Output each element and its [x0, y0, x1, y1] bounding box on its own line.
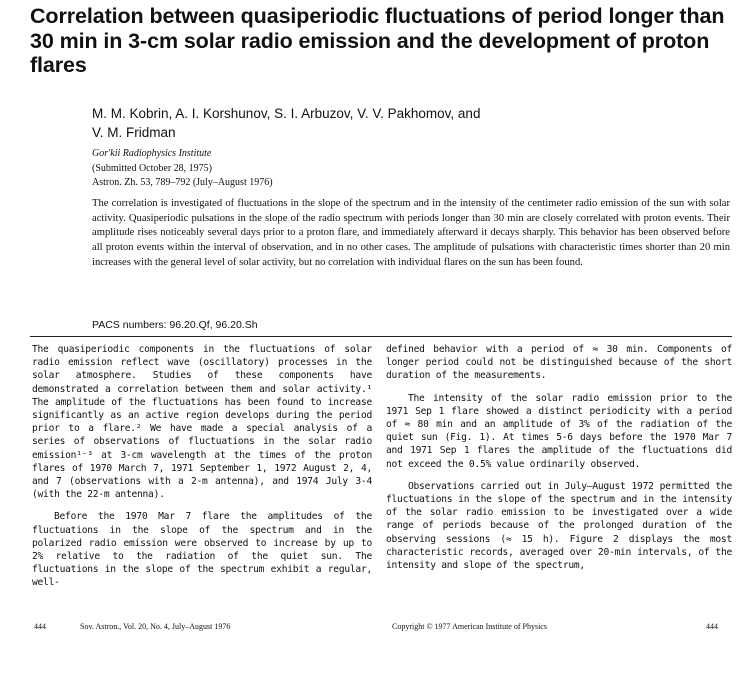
- author-list: [92, 104, 692, 142]
- paragraph: The intensity of the solar radio emission prior to the 1971 Sep 1 flare showed a distinct periodicity with a period of ≈ 80 min and an amplitude of 3% of the radiation of the quiet sun (Fig. 1). At times 5-6 days before the 1970 Mar 7 and 1971 Sep 1 flares the amplitude of the fluctuations did not exceed the 0.5% value ordinarily observed.: [386, 392, 732, 470]
- paragraph: Before the 1970 Mar 7 flare the amplitudes of the fluctuations in the slope of the spectrum and in the polarized radio emission were observed to increase by up to 2% relative to the radiation of the quiet sun. The fluctuations in the slope of the spectrum exhibit a regular, well-: [32, 511, 372, 589]
- copyright-footer: Copyright © 1977 American Institute of Physics: [392, 622, 547, 631]
- journal-footer: Sov. Astron., Vol. 20, No. 4, July–August 1976: [80, 622, 231, 631]
- divider: [30, 336, 732, 337]
- article-meta: [92, 147, 692, 191]
- authors-line-1: M. M. Kobrin, A. I. Korshunov, S. I. Arbuzov, V. V. Pakhomov, and: [92, 106, 481, 121]
- body-column-right: [386, 343, 732, 581]
- page-number-right: 444: [706, 622, 718, 631]
- paragraph: defined behavior with a period of ≈ 30 min. Components of longer period could not be distinguished because of the short duration of the measurements.: [386, 344, 732, 382]
- pacs-numbers: PACS numbers: 96.20.Qf, 96.20.Sh: [92, 319, 258, 331]
- authors-line-2: V. M. Fridman: [92, 125, 176, 140]
- article-title: Correlation between quasiperiodic fluctuations of period longer than 30 min in 3-cm solar radio emission and the development of proton flares: [30, 4, 725, 77]
- citation: Astron. Zh. 53, 789–792 (July–August 1976): [92, 177, 273, 188]
- body-column-left: [32, 343, 372, 599]
- institute: Gor'kii Radiophysics Institute: [92, 148, 212, 159]
- submitted-date: (Submitted October 28, 1975): [92, 162, 212, 174]
- paragraph: The quasiperiodic components in the fluctuations of solar radio emission reflect wave (oscillatory) processes in the solar atmosphere. Studies of these components have demonstrated a correlation between them and solar activity.¹ The amplitude of the fluctuations has been found to increase significantly as an active region develops during the period prior to a flare.² We have made a special analysis of a series of observations of fluctuations in the solar radio emission¹⁻³ at 3-cm wavelength at the times of the proton flares of 1970 March 7, 1971 September 1, 1972 August 2, 4, and 7 (observations with a 2-m antenna), and 1974 July 3-4 (with the 22-m antenna).: [32, 344, 372, 501]
- page-number-left: 444: [34, 622, 46, 631]
- paragraph: Observations carried out in July–August 1972 permitted the fluctuations in the slope of the spectrum and in the intensity of the solar radio emission to be investigated over a wide range of periods because of the prolonged duration of the observing sessions (≈ 15 h). Figure 2 displays the most characteristic records, averaged over 20-min intervals, of the intensity and slope of the spectrum,: [386, 480, 732, 572]
- abstract: The correlation is investigated of fluctuations in the slope of the spectrum and in the intensity of the centimeter radio emission of the sun with solar activity. Quasiperiodic pulsations in the slope of the radio spectrum with periods longer than 30 min are closely correlated with proton events. Their amplitude rises noticeably several days prior to a proton flare, and immediately afterward it decays sharply. This behavior has been observed before all proton events within the interval of observation, and in no other cases. The amplitude of pulsations with characteristic times shorter than 20 min increases with the general level of solar activity, but no correlation with individual flares on the sun has been found.: [92, 198, 730, 268]
